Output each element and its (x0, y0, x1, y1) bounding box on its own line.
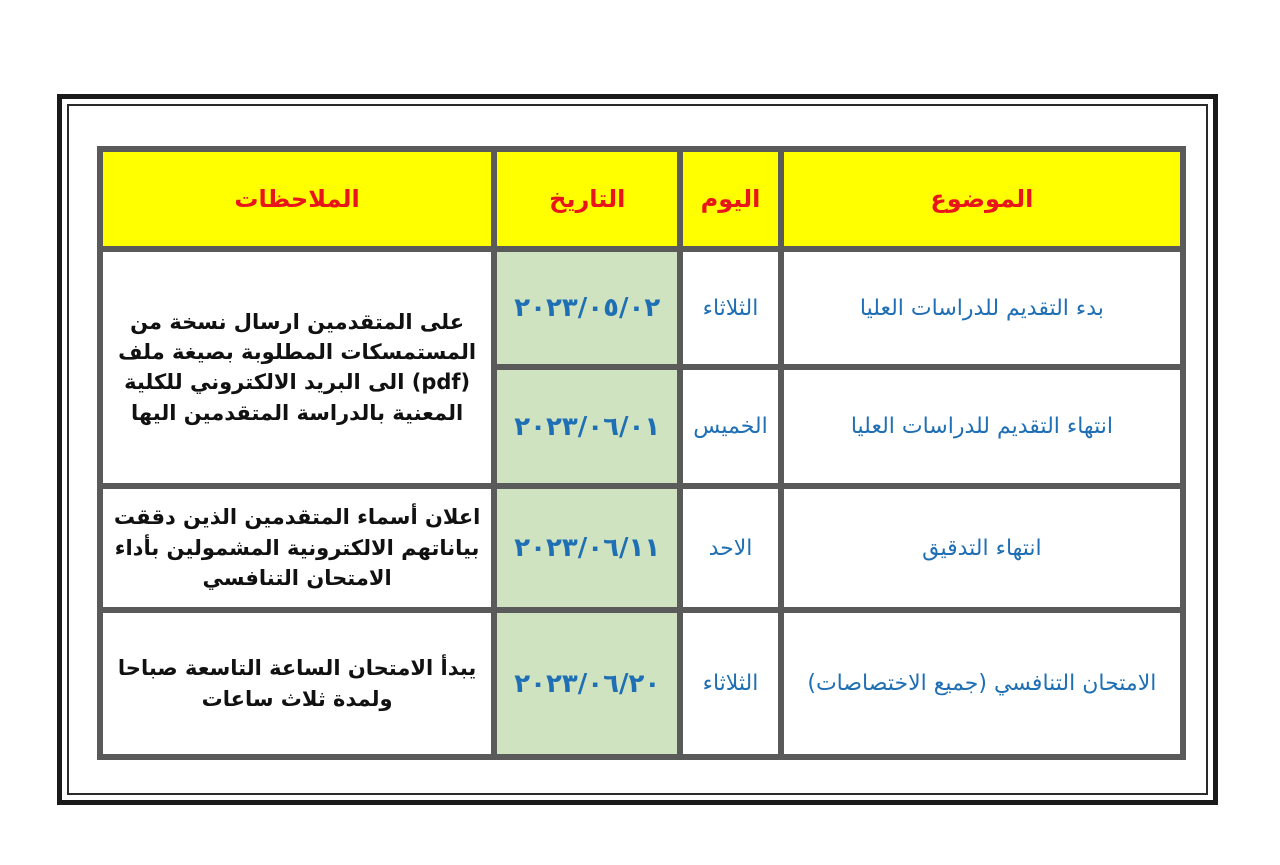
header-day: اليوم (680, 149, 781, 249)
table-row (100, 249, 1183, 367)
notes-cell: اعلان أسماء المتقدمين الذين دققت بياناتهم الالكترونية المشمولين بأداء الامتحان التنافسي (100, 486, 494, 610)
topic-cell: انتهاء التقديم للدراسات العليا (781, 367, 1183, 485)
topic-cell: بدء التقديم للدراسات العليا (781, 249, 1183, 367)
topic-cell: انتهاء التدقيق (781, 486, 1183, 610)
topic-cell: الامتحان التنافسي (جميع الاختصاصات) (781, 610, 1183, 757)
date-cell: ٢٠٢٣/٠٦/٠١ (494, 367, 680, 485)
notes-cell: يبدأ الامتحان الساعة التاسعة صباحا ولمدة ثلاث ساعات (100, 610, 494, 757)
day-cell: الثلاثاء (680, 610, 781, 757)
date-cell: ٢٠٢٣/٠٦/١١ (494, 486, 680, 610)
day-cell: الاحد (680, 486, 781, 610)
header-notes: الملاحظات (100, 149, 494, 249)
date-cell: ٢٠٢٣/٠٥/٠٢ (494, 249, 680, 367)
table-row (100, 486, 1183, 610)
table-row (100, 610, 1183, 757)
notes-cell: على المتقدمين ارسال نسخة من المستمسكات المطلوبة بصيغة ملف (pdf) الى البريد الالكتروني للكلية المعنية بالدراسة المتقدمين اليها (100, 249, 494, 486)
header-date: التاريخ (494, 149, 680, 249)
day-cell: الخميس (680, 367, 781, 485)
header-topic: الموضوع (781, 149, 1183, 249)
schedule-table (97, 146, 1186, 760)
header-row (100, 149, 1183, 249)
date-cell: ٢٠٢٣/٠٦/٢٠ (494, 610, 680, 757)
day-cell: الثلاثاء (680, 249, 781, 367)
